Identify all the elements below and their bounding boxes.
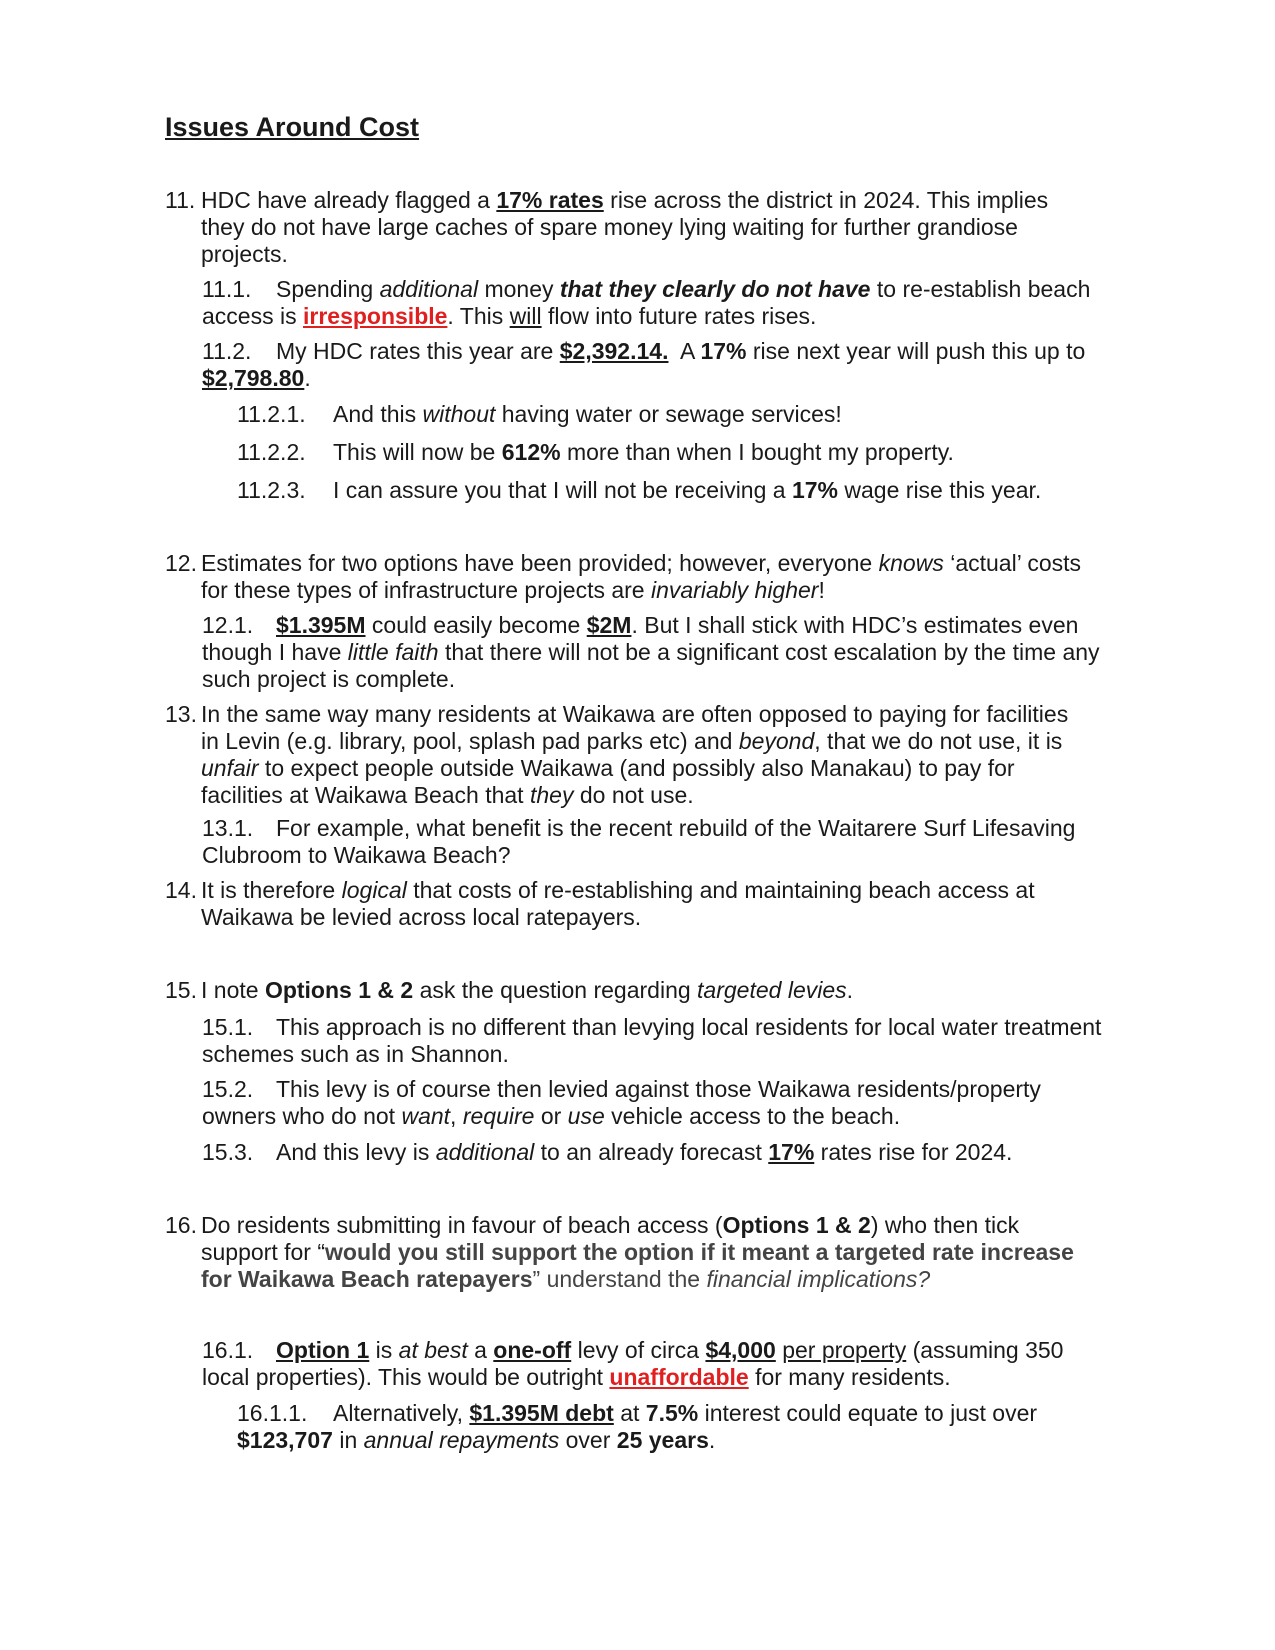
text-run: vehicle access to the beach. xyxy=(604,1103,901,1129)
emphasis-text: would you still support the option if it meant a targeted rate increase for Waikawa Beach ratepayers xyxy=(201,1239,1074,1292)
emphasis-text: financial implications? xyxy=(706,1266,931,1292)
text-run: interest could equate to just over xyxy=(698,1400,1038,1426)
emphasis-text: 17% xyxy=(700,338,747,364)
text-run: ask the question regarding xyxy=(413,977,698,1003)
text-run: rise across the district in 2024. This implies they do not have large caches of spare money lying waiting for further grandiose projects. xyxy=(201,187,1049,267)
list-number: 11. xyxy=(165,187,196,213)
text-run: that costs of re-establishing and maintaining beach access at Waikawa be levied across local ratepayers. xyxy=(201,877,1035,930)
emphasis-text: at best xyxy=(398,1337,468,1363)
emphasis-text: want xyxy=(401,1103,451,1129)
list-text: This approach is no different than levying local residents for local water treatment schemes such as in Shannon. xyxy=(202,1014,1102,1067)
list-text xyxy=(160,1076,1112,1130)
text-run: It is therefore xyxy=(201,877,342,903)
text-run: in xyxy=(332,1427,364,1453)
list-item-11-1 xyxy=(202,276,1112,330)
emphasis-text: unfair xyxy=(201,755,259,781)
text-run: over xyxy=(559,1427,617,1453)
text-run: , xyxy=(450,1103,463,1129)
text-run: do not use. xyxy=(573,782,694,808)
text-run: A xyxy=(668,338,701,364)
list-number: 12.1. xyxy=(202,612,254,638)
text-run: ) who then tick support for “ xyxy=(201,1212,1020,1265)
text-run: Do residents submitting in favour of beach access ( xyxy=(201,1212,723,1238)
emphasis-text: additional xyxy=(379,276,479,302)
text-run: This levy is of course then levied against those Waikawa residents/property owners who do not xyxy=(202,1076,1041,1129)
list-number: 11.1. xyxy=(202,276,252,302)
text-run: . This xyxy=(447,303,510,329)
text-run: ” understand the xyxy=(532,1266,707,1292)
emphasis-text: invariably higher xyxy=(650,577,819,603)
list-item-11 xyxy=(165,187,1090,268)
emphasis-text: beyond xyxy=(738,728,815,754)
text-run: is xyxy=(369,1337,399,1363)
text-run: I can assure you that I will not be receiving a xyxy=(333,477,792,503)
text-run: . xyxy=(708,1427,716,1453)
list-item-11-2-1 xyxy=(237,401,1097,428)
list-number: 11.2. xyxy=(202,338,252,364)
emphasis-text: 17% xyxy=(768,1139,815,1165)
text-run: . xyxy=(846,977,854,1003)
emphasis-text: little faith xyxy=(347,639,439,665)
emphasis-text: 25 years xyxy=(616,1427,709,1453)
list-item-16 xyxy=(165,1212,1090,1293)
list-number: 15.1. xyxy=(202,1014,254,1040)
text-run: Estimates for two options have been provided; however, everyone xyxy=(201,550,879,576)
list-item-15-3 xyxy=(202,1139,1112,1166)
list-item-13-1 xyxy=(202,815,1112,869)
emphasis-text: Options 1 & 2 xyxy=(722,1212,871,1238)
list-number: 13.1. xyxy=(202,815,254,841)
list-number: 15. xyxy=(165,977,197,1003)
emphasis-text: that they clearly do not have xyxy=(559,276,871,302)
emphasis-text: additional xyxy=(435,1139,535,1165)
text-run: rise next year will push this up to xyxy=(746,338,1086,364)
text-run: . xyxy=(304,365,311,391)
text-run: (assuming 350 local properties). This would be outright xyxy=(202,1337,1064,1390)
list-text xyxy=(189,1400,1097,1454)
text-run: or xyxy=(534,1103,568,1129)
emphasis-text: knows xyxy=(878,550,944,576)
text-run: And this xyxy=(333,401,423,427)
list-item-16-1 xyxy=(202,1337,1112,1391)
list-number: 16.1. xyxy=(202,1337,254,1363)
emphasis-text: $4,000 xyxy=(705,1337,776,1363)
text-run: flow into future rates rises. xyxy=(541,303,817,329)
list-text xyxy=(165,187,1090,268)
list-number: 12. xyxy=(165,550,197,576)
emphasis-text: 612% xyxy=(501,439,561,465)
list-number: 11.2.2. xyxy=(237,439,306,465)
list-text xyxy=(165,701,1090,809)
text-run: for many residents. xyxy=(748,1364,951,1390)
list-item-11-2-3 xyxy=(237,477,1097,504)
emphasis-text: one-off xyxy=(493,1337,572,1363)
emphasis-text: unaffordable xyxy=(609,1364,749,1390)
text-run: ! xyxy=(818,577,825,603)
emphasis-text: $2M xyxy=(586,612,632,638)
list-text: For example, what benefit is the recent rebuild of the Waitarere Surf Lifesaving Clubroom to Waikawa Beach? xyxy=(202,815,1076,868)
list-number: 16.1.1. xyxy=(237,1400,308,1426)
list-text xyxy=(160,338,1112,392)
list-number: 11.2.3. xyxy=(237,477,306,503)
emphasis-text: $2,798.80 xyxy=(202,365,305,391)
list-number: 15.2. xyxy=(202,1076,254,1102)
emphasis-text: without xyxy=(422,401,496,427)
text-run: In the same way many residents at Waikawa are often opposed to paying for facilities in Levin (e.g. library, pool, splash pad parks etc) and xyxy=(201,701,1069,754)
emphasis-text: targeted levies xyxy=(697,977,847,1003)
text-run: ‘actual’ costs for these types of infrastructure projects are xyxy=(201,550,1082,603)
text-run: to re-establish beach access is xyxy=(202,276,1091,329)
list-item-15-1 xyxy=(202,1014,1112,1068)
text-run: that there will not be a significant cost escalation by the time any such project is complete. xyxy=(202,639,1100,692)
list-item-11-2-2 xyxy=(237,439,1097,466)
list-item-15-2 xyxy=(202,1076,1112,1130)
list-item-11-2 xyxy=(202,338,1112,392)
emphasis-text: require xyxy=(462,1103,535,1129)
list-number: 15.3. xyxy=(202,1139,254,1165)
text-run: at xyxy=(613,1400,646,1426)
list-text xyxy=(165,977,1090,1004)
list-item-16-1-1 xyxy=(237,1400,1097,1454)
text-run: Spending xyxy=(276,276,380,302)
list-text xyxy=(165,550,1090,604)
text-run: money xyxy=(478,276,560,302)
text-run: HDC have already flagged a xyxy=(201,187,497,213)
text-run: This will now be xyxy=(333,439,502,465)
list-item-13 xyxy=(165,701,1090,809)
page-title: Issues Around Cost xyxy=(165,112,420,142)
list-item-15 xyxy=(165,977,1090,1004)
emphasis-text: 17% xyxy=(791,477,839,503)
emphasis-text: 17% rates xyxy=(496,187,604,213)
list-text xyxy=(160,612,1112,693)
emphasis-text: logical xyxy=(341,877,407,903)
list-text xyxy=(189,477,1097,504)
text-run: to expect people outside Waikawa (and possibly also Manakau) to pay for facilities at Waikawa Beach that xyxy=(201,755,1015,808)
emphasis-text: $1.395M xyxy=(276,612,366,638)
emphasis-text: annual repayments xyxy=(363,1427,560,1453)
emphasis-text: use xyxy=(567,1103,605,1129)
emphasis-text: Options 1 & 2 xyxy=(264,977,414,1003)
list-text xyxy=(189,439,1097,466)
list-text xyxy=(160,1337,1112,1391)
text-run: And this levy is xyxy=(276,1139,436,1165)
list-number: 13. xyxy=(165,701,197,727)
list-number: 14. xyxy=(165,877,197,903)
emphasis-text: $2,392.14. xyxy=(559,338,669,364)
text-run: rates rise for 2024. xyxy=(814,1139,1013,1165)
list-number: 11.2.1. xyxy=(237,401,306,427)
text-run: wage rise this year. xyxy=(838,477,1042,503)
text-run: . But I shall stick with HDC’s estimates even though I have xyxy=(202,612,1079,665)
emphasis-text: $123,707 xyxy=(237,1427,333,1453)
text-run: , that we do not use, it is xyxy=(814,728,1063,754)
emphasis-text: will xyxy=(509,303,542,329)
emphasis-text: irresponsible xyxy=(302,303,448,329)
list-item-12-1 xyxy=(202,612,1112,693)
emphasis-text: $1.395M debt xyxy=(469,1400,614,1426)
text-run: a xyxy=(467,1337,494,1363)
list-number: 16. xyxy=(165,1212,197,1238)
text-run: levy of circa xyxy=(571,1337,706,1363)
list-text xyxy=(165,1212,1090,1293)
list-item-12 xyxy=(165,550,1090,604)
text-run: I note xyxy=(201,977,265,1003)
emphasis-text: 7.5% xyxy=(645,1400,699,1426)
text-run: Alternatively, xyxy=(333,1400,470,1426)
text-run: having water or sewage services! xyxy=(495,401,842,427)
emphasis-text: Option 1 xyxy=(276,1337,370,1363)
list-text xyxy=(160,276,1112,330)
text-run: to an already forecast xyxy=(534,1139,769,1165)
text-run: could easily become xyxy=(365,612,587,638)
emphasis-text: they xyxy=(529,782,574,808)
list-text xyxy=(160,1139,1112,1166)
text-run: My HDC rates this year are xyxy=(276,338,560,364)
list-item-14 xyxy=(165,877,1090,931)
list-text xyxy=(165,877,1090,931)
text-run: more than when I bought my property. xyxy=(560,439,954,465)
list-text xyxy=(189,401,1097,428)
emphasis-text: per property xyxy=(782,1337,907,1363)
